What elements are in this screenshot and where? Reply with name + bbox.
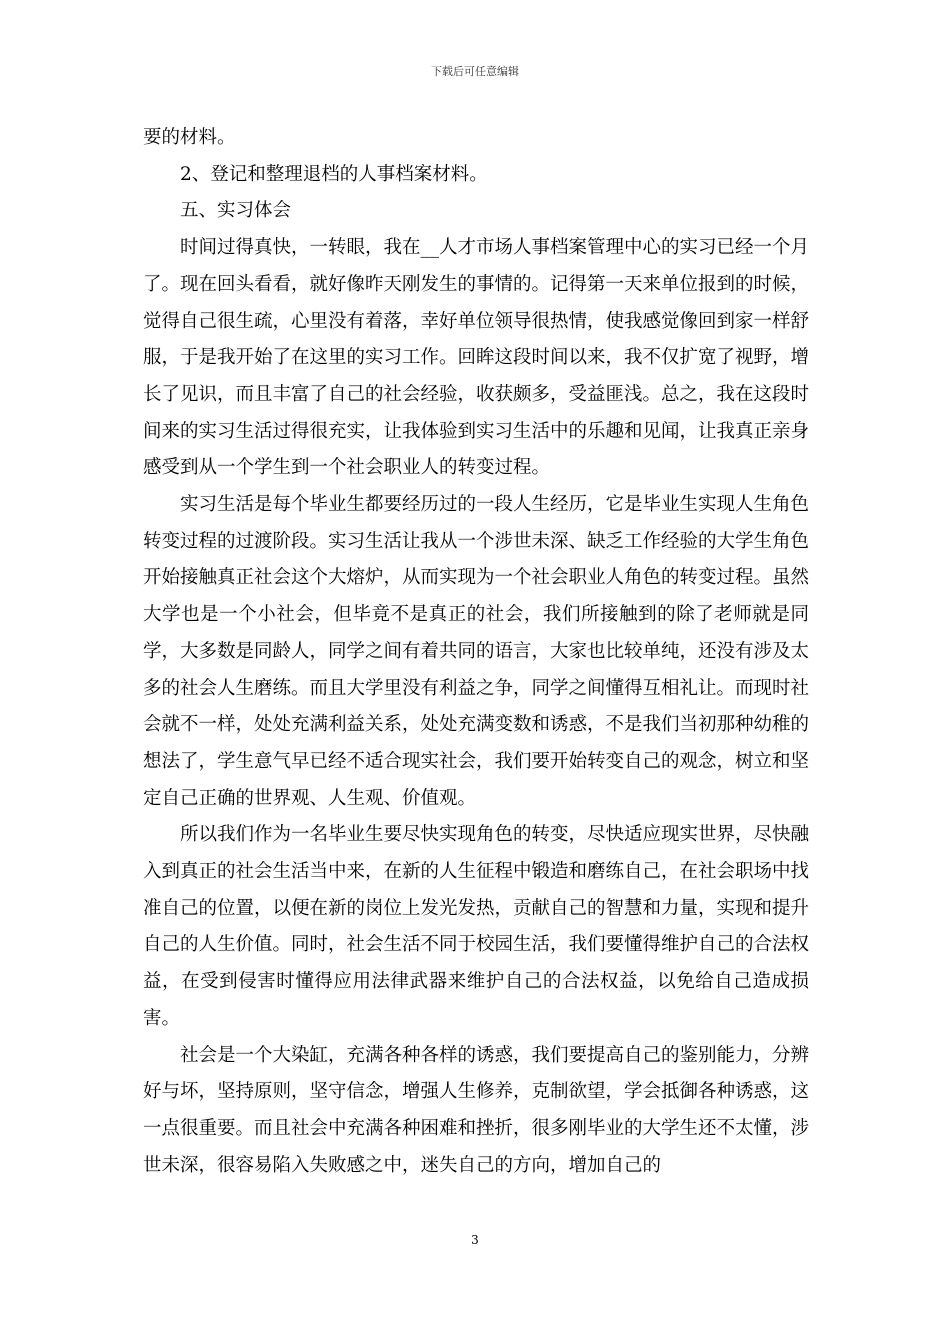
paragraph-3: 时间过得真快，一转眼，我在__人才市场人事档案管理中心的实习已经一个月了。现在回头看看，就好像昨天刚发生的事情的。记得第一天来单位报到的时候，觉得自己很生疏，心里没有着落，幸好单位领导很热情，使我感觉像回到家一样舒服，于是我开始了在这里的实习工作。回眸这段时间以来，我不仅扩宽了视野，增长了见识，而且丰富了自己的社会经验，收获颇多，受益匪浅。总之，我在这段时间来的实习生活过得很充实，让我体验到实习生活中的乐趣和见闻，让我真正亲身感受到从一个学生到一个社会职业人的转变过程。	[143, 237, 810, 479]
paragraph-5: 所以我们作为一名毕业生要尽快实现角色的转变，尽快适应现实世界，尽快融入到真正的社会生活当中来，在新的人生征程中锻造和磨练自己，在社会职场中找准自己的位置，以便在新的岗位上发光发热，贡献自己的智慧和力量，实现和提升自己的人生价值。同时，社会生活不同于校园生活，我们要懂得维护自己的合法权益，在受到侵害时懂得应用法律武器来维护自己的合法权益，以免给自己造成损害。	[143, 824, 810, 1029]
page-header: 下载后可任意编辑	[431, 65, 519, 78]
section-heading-5: 五、实习体会	[180, 200, 292, 222]
paragraph-2: 2、登记和整理退档的人事档案材料。	[180, 163, 488, 185]
paragraph-1: 要的材料。	[143, 127, 236, 148]
paragraph-6: 社会是一个大染缸，充满各种各样的诱惑，我们要提高自己的鉴别能力，分辨好与坏，坚持原则，坚守信念，增强人生修养，克制欲望，学会抵御各种诱惑，这一点很重要。而且社会中充满各种困难和挫折，很多刚毕业的大学生还不太懂，涉世未深，很容易陷入失败感之中，迷失自己的方向，增加自己的	[143, 1044, 810, 1176]
document-body	[143, 120, 809, 1184]
paragraph-4: 实习生活是每个毕业生都要经历过的一段人生经历，它是毕业生实现人生角色转变过程的过渡阶段。实习生活让我从一个涉世未深、缺乏工作经验的大学生角色开始接触真正社会这个大熔炉，从而实现为一个社会职业人角色的转变过程。虽然大学也是一个小社会，但毕竟不是真正的社会，我们所接触到的除了老师就是同学，大多数是同龄人，同学之间有着共同的语言，大家也比较单纯，还没有涉及太多的社会人生磨练。而且大学里没有利益之争，同学之间懂得互相礼让。而现时社会就不一样，处处充满利益关系，处处充满变数和诱惑，不是我们当初那种幼稚的想法了，学生意气早已经不适合现实社会，我们要开始转变自己的观念，树立和坚定自己正确的世界观、人生观、价值观。	[143, 494, 810, 809]
page-number: 3	[471, 1233, 479, 1247]
